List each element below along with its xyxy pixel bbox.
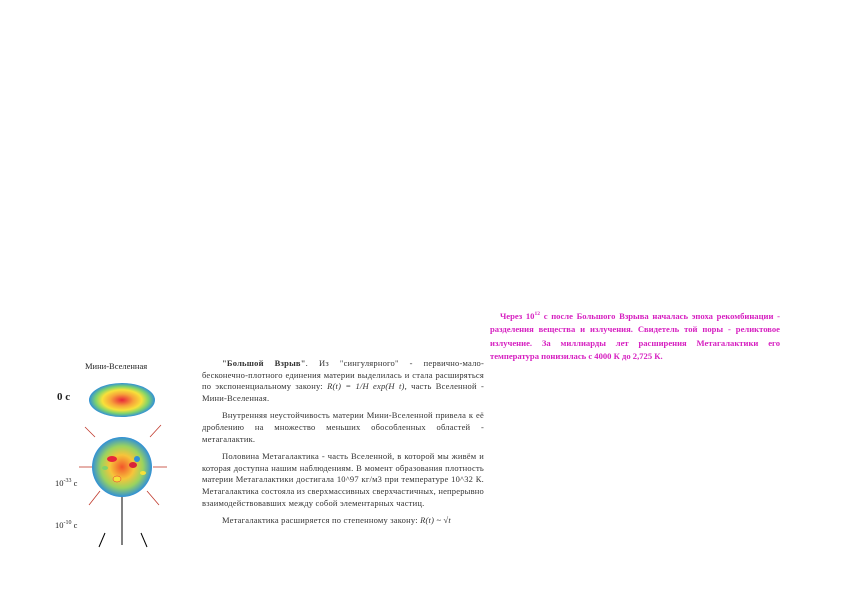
power-law-text: Метагалактика расширяется по степенному закону: (222, 515, 418, 526)
paragraph-instability: Внутренняя неустойчивость материи Мини-Вселенной привела к её дроблению на множество меньших обособленных областей - метагалактик. (202, 410, 484, 444)
mini-universe-initial (89, 383, 155, 417)
big-bang-tail: , часть Вселенной - Мини-Вселенная. (202, 381, 484, 403)
paragraph-metagalaxy: Половина Метагалактика - часть Вселенной, в которой мы живём и которая доступна нашим наблюдениям. В момент образования плотность материи Метагалактики достигала 10^97 кг/м3 при температуре 10^32 К. Метагалактика состояла из сверхмассивных сверхчастичных, непрерывно взаимодействовавших между собой элементарных частиц. (202, 451, 484, 508)
paragraph-power-law (202, 515, 484, 527)
body-text (202, 358, 484, 533)
time-zero-label: 0 с (57, 391, 71, 403)
paragraph-big-bang (202, 358, 484, 404)
big-bang-rest: . Из "сингулярного" - первично-мало-бесконечно-плотного единения материи выделилась и стала расширяться по экспоненциальному закону: (202, 358, 485, 392)
figure-title: Мини-Вселенная (85, 361, 148, 371)
time-2-unit: с (73, 520, 78, 530)
recombination-note (490, 308, 780, 364)
note-lead: Через 10 (500, 310, 535, 321)
mini-universe-expanded (92, 437, 152, 497)
expansion-formula: R(t) = 1/H exp(H t) (327, 381, 405, 392)
power-law-formula: R(t) ~ √t (420, 515, 451, 526)
universe-diagram (55, 355, 175, 555)
mini-universe-figure (55, 355, 175, 555)
time-1-unit: с (73, 478, 78, 488)
time-1-exp: -33 (63, 478, 72, 485)
time-1-base: 10 (55, 478, 64, 488)
big-bang-lead: "Большой Взрыв" (222, 358, 306, 368)
note-exponent: 12 (534, 311, 540, 317)
note-body: с после Большого Взрыва началась эпоха рекомбинации - разделения вещества и излучения. Свидетель той поры - реликтовое излучение. За миллиарды лет расширения Метагалактики его температура понизилась с 4000 К до 2,725 К. (490, 310, 780, 362)
time-2-base: 10 (55, 520, 64, 530)
time-2-exp: -10 (63, 520, 72, 527)
